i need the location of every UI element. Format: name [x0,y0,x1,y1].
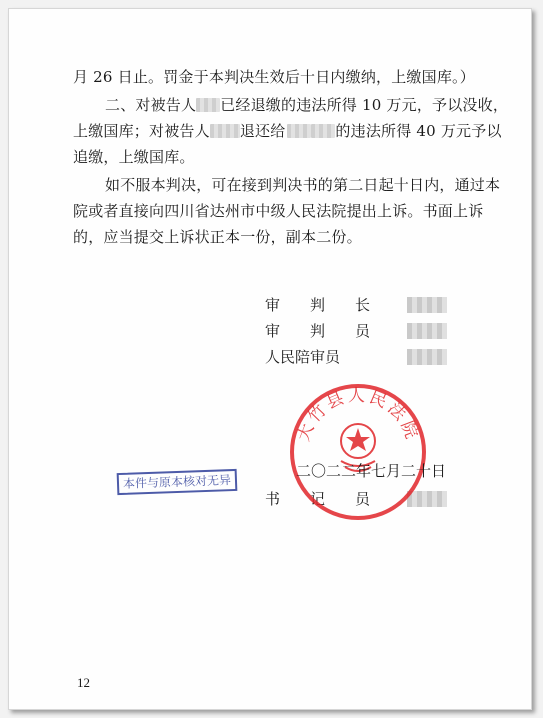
paragraph-2-line-1 [105,95,508,115]
judge-name-redacted [407,323,447,339]
redacted-name [287,124,311,138]
judgment-date: 二〇二二年七月二十日 [296,462,447,480]
redacted-name [311,124,335,138]
chief-judge-name-redacted [407,297,447,313]
text-line-1: 月 26 日止。罚金于本判决生效后十日内缴纳，上缴国库。） [73,68,475,86]
text-fragment: 已经退缴的违法所得 10 万元，予以没收， [220,96,509,114]
judge-label: 审 判 员 [265,322,371,340]
text-fragment: 退还给 [239,122,286,140]
seal-text: 大竹县人民法院 [293,386,423,445]
paragraph-3-line-1: 如不服本判决，可在接到判决书的第二日起十日内，通过本 [105,176,501,194]
copy-verified-stamp: 本件与原本核对无异 [117,469,238,495]
chief-judge-label: 审 判 长 [265,296,371,314]
clerk-label: 书 记 员 [265,490,371,508]
document-page [8,8,532,710]
text-fragment: 上缴国库；对被告人 [73,122,210,140]
text-fragment: 二、对被告人 [105,96,197,114]
court-seal [287,381,429,523]
paragraph-3-line-3: 的，应当提交上诉状正本一份，副本二份。 [73,228,362,246]
page-number: 12 [77,675,90,690]
text-fragment: 的违法所得 40 万元予以 [335,122,502,140]
paragraph-3-line-2: 院或者直接向四川省达州市中级人民法院提出上诉。书面上诉 [73,202,484,220]
juror-name-redacted [407,349,447,365]
redacted-name [196,98,220,112]
redacted-name [210,124,240,138]
paragraph-2-line-3: 追缴，上缴国库。 [73,148,195,166]
juror-label: 人民陪审员 [265,348,341,366]
paragraph-2-line-2 [73,121,502,141]
